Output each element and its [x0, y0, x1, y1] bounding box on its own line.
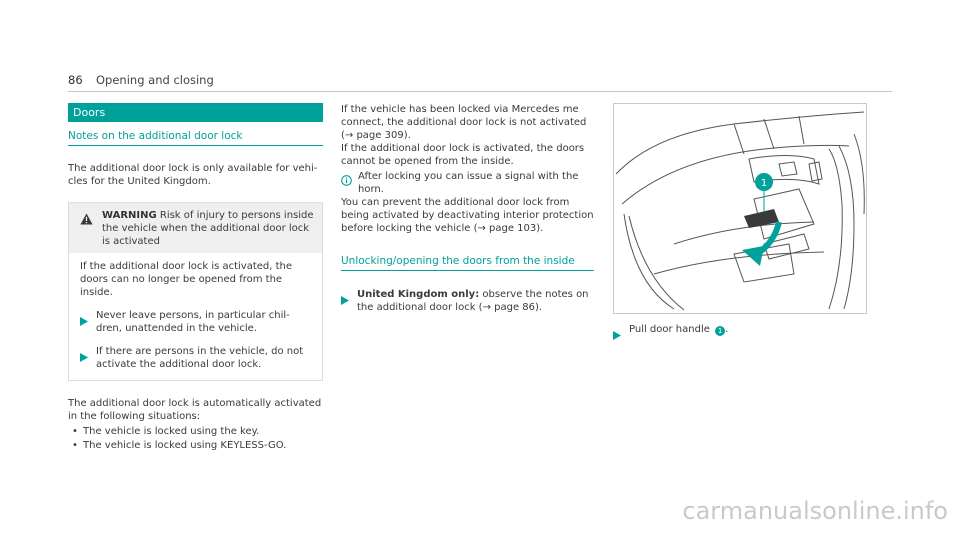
- list-item: [68, 439, 323, 453]
- uk-step-text: [357, 288, 594, 314]
- bullet-list: [68, 425, 323, 453]
- intro-text: The additional door lock is only available for vehi- cles for the United Kingdom.: [68, 163, 318, 187]
- pull-handle-step: [613, 323, 728, 344]
- mercedes-me-text: If the vehicle has been locked via Mercedes me connect, the additional door lock is not activated (→ page 309).: [341, 104, 587, 141]
- uk-step-rest: observe the notes on the additional door lock (→ page 86).: [357, 289, 589, 313]
- figure-callout-1: 1: [760, 178, 768, 189]
- warning-triangle-icon: [80, 210, 95, 248]
- info-text: After locking you can issue a signal with the horn.: [358, 171, 579, 195]
- column-left: [68, 103, 323, 453]
- warning-text: [95, 209, 316, 248]
- prevent-text: You can prevent the additional door lock from being activated by deactivating interior protection before locking the vehicle (→ page 103).: [341, 197, 594, 234]
- warning-step-text: Never leave persons, in particular chil- dren, unattended in the vehicle.: [96, 310, 290, 334]
- uk-step: [341, 288, 594, 314]
- section-title: Doors: [68, 103, 323, 122]
- warning-box: [68, 202, 323, 381]
- door-handle-illustration: [613, 103, 867, 314]
- list-item-text: The vehicle is locked using KEYLESS-GO.: [83, 440, 287, 451]
- callout-badge: 1: [715, 326, 725, 336]
- pull-handle-text: [629, 323, 728, 344]
- bullet-dot-icon: •: [72, 426, 78, 437]
- auto-activation-text: The additional door lock is automatically activated in the following situations:: [68, 398, 322, 422]
- column-middle: [341, 103, 594, 314]
- list-item: [68, 425, 323, 439]
- list-item-text: The vehicle is locked using the key.: [83, 426, 260, 437]
- warning-description: Risk of injury to persons inside the vehicle when the additional door lock is activated: [102, 210, 314, 247]
- warning-step: [80, 309, 314, 335]
- arrow-bullet-icon: [341, 290, 357, 314]
- warning-body-text: If the additional door lock is activated, the doors can no longer be opened from the inside.: [80, 261, 293, 298]
- warning-label: WARNING: [102, 210, 157, 221]
- subheading-door-lock: Notes on the additional door lock: [68, 130, 323, 146]
- arrow-bullet-icon: [80, 311, 96, 335]
- page-number: 86: [68, 73, 83, 87]
- arrow-bullet-icon: [613, 325, 629, 344]
- info-icon: [341, 171, 358, 196]
- warning-step-text: If there are persons in the vehicle, do not activate the additional door lock.: [96, 346, 304, 370]
- pull-handle-end: .: [725, 324, 729, 335]
- activated-text: If the additional door lock is activated, the doors cannot be opened from the inside.: [341, 143, 585, 167]
- info-note: [341, 170, 594, 196]
- arrow-bullet-icon: [80, 347, 96, 371]
- bullet-dot-icon: •: [72, 440, 78, 451]
- warning-step: [80, 345, 314, 371]
- warning-header: [69, 203, 322, 253]
- pull-handle-label: Pull door handle: [629, 324, 714, 335]
- watermark: carmanualsonline.info: [682, 497, 948, 525]
- uk-step-bold: United Kingdom only:: [357, 289, 480, 300]
- subheading-unlocking: Unlocking/opening the doors from the inside: [341, 255, 594, 271]
- header-rule: [68, 91, 892, 92]
- warning-body: [69, 253, 322, 380]
- door-panel-drawing: [614, 104, 866, 313]
- header-title: Opening and closing: [96, 73, 214, 87]
